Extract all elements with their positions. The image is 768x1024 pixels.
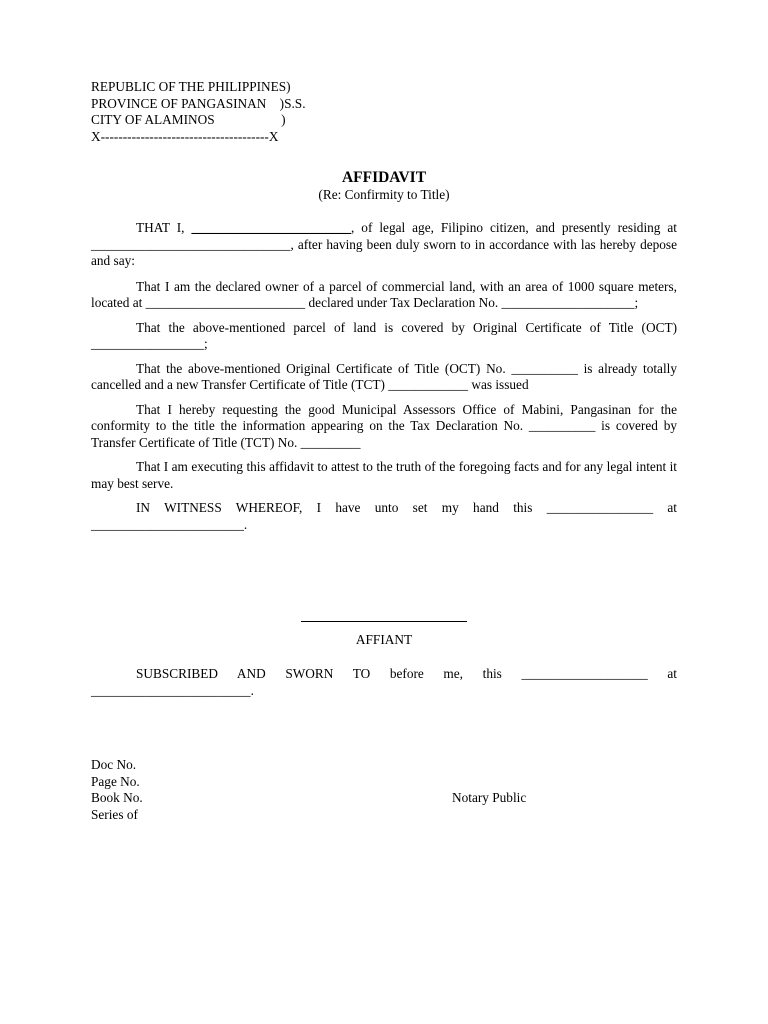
notarial-register-info bbox=[91, 757, 391, 823]
venue-separator: X--------------------------------------X bbox=[91, 128, 279, 144]
series-of-label: Series of bbox=[91, 806, 138, 822]
document-title: AFFIDAVIT bbox=[341, 169, 427, 186]
affiant-name-blank: ________________________ bbox=[191, 220, 351, 235]
page-no-label: Page No. bbox=[91, 773, 140, 789]
affiant-label: AFFIANT bbox=[355, 631, 413, 647]
jurat-text: SUBSCRIBED AND SWORN TO before me, this ___________________ at ________________________. bbox=[91, 666, 677, 698]
paragraph-witness: IN WITNESS WHEREOF, I have unto set my hand this ________________ at _______________________. bbox=[91, 500, 677, 532]
paragraph-oct: That the above-mentioned parcel of land is covered by Original Certificate of Title (OCT) _________________; bbox=[91, 319, 677, 351]
document-subtitle: (Re: Confirmity to Title) bbox=[318, 187, 450, 202]
notary-public-label: Notary Public bbox=[452, 790, 527, 805]
affiant-signature-block bbox=[0, 610, 768, 648]
paragraph-request: That I hereby requesting the good Municipal Assessors Office of Mabini, Pangasinan for the conformity to the title the information appearing on the Tax Declaration No. __________ is covered by Transfer Certificate of Title (TCT) No. _________ bbox=[91, 401, 677, 450]
doc-no-label: Doc No. bbox=[91, 757, 137, 772]
paragraph-ownership: That I am the declared owner of a parcel of commercial land, with an area of 1000 square meters, located at ________________________ declared under Tax Declaration No. ____________________; bbox=[91, 278, 677, 310]
venue-line-republic: REPUBLIC OF THE PHILIPPINES) bbox=[91, 79, 291, 94]
paragraph-affiant-intro bbox=[91, 220, 677, 270]
intro-text-end: , of legal age, Filipino citizen, and presently residing at ______________________________, after having been duly sworn to in accordance with las hereby depose and say: bbox=[91, 220, 678, 268]
signature-line bbox=[301, 611, 467, 622]
jurat bbox=[91, 666, 677, 707]
paragraph-tct-issued: That the above-mentioned Original Certificate of Title (OCT) No. __________ is already totally cancelled and a new Transfer Certificate of Title (TCT) ____________ was issued bbox=[91, 360, 677, 392]
book-no-label: Book No. bbox=[91, 790, 143, 805]
intro-text-start: THAT I, bbox=[136, 220, 192, 235]
venue-line-city: CITY OF ALAMINOS ) bbox=[91, 112, 286, 127]
venue-header bbox=[91, 79, 691, 145]
affidavit-body bbox=[91, 220, 677, 541]
venue-line-province: PROVINCE OF PANGASINAN )S.S. bbox=[91, 95, 306, 111]
paragraph-purpose: That I am executing this affidavit to attest to the truth of the foregoing facts and for any legal intent it may best serve. bbox=[91, 459, 677, 491]
